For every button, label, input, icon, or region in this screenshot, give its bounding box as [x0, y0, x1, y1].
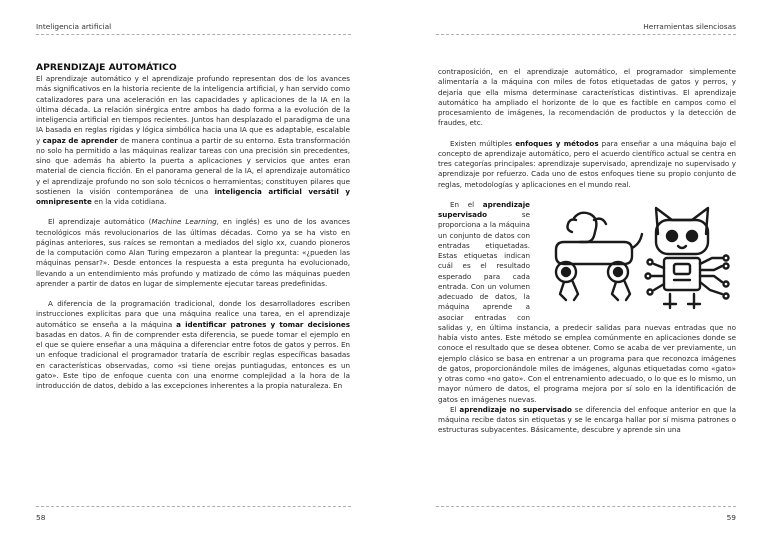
paragraph: [438, 139, 736, 190]
right-text-column: [438, 67, 736, 436]
robot-dog-and-robot-cat-illustration: [536, 200, 736, 316]
robot-dog-icon: [556, 212, 642, 299]
paragraph: [438, 67, 736, 129]
text-run: se diferencia del enfoque anterior en que la máquina recibe datos sin etiquetas y se le encarga hallar por sí misma patrones o estructuras subyacentes. Básicamente, descubre y aprende sin una: [438, 404, 736, 435]
page-number: 58: [36, 513, 46, 522]
emphasis-text: capaz de aprender: [42, 135, 118, 145]
footer-rule: [36, 506, 351, 507]
left-text-column: [36, 62, 350, 391]
paragraph: [438, 405, 736, 436]
emphasis-text: aprendizaje supervisado: [438, 199, 530, 219]
text-run: A diferencia de la programación tradicional, donde los desarrolladores escriben instrucciones explícitas para que una máquina realice una tarea, en el aprendizaje automático se enseña a la máquina: [36, 299, 350, 329]
text-run: Existen múltiples: [450, 138, 516, 148]
text-run: En el: [450, 199, 483, 209]
text-run: basadas en datos. A fin de comprender esta diferencia, se puede tomar el ejemplo en el que se quiere enseñar a una máquina a diferenciar entre fotos de gatos y perros. En un enfoque tradicional el programador trataría de escribir reglas específicas basadas en características observadas, como «si tiene orejas puntiagudas, entonces es un gato». Este tipo de enfoque cuenta con una enorme complejidad a la hora de la introducción de datos, debido a las excepciones inherentes a la propia naturaleza. En: [36, 329, 350, 390]
paragraph: [36, 299, 350, 391]
illustrated-paragraph: [438, 200, 736, 405]
emphasis-text: aprendizaje no supervisado: [459, 404, 572, 414]
emphasis-text: enfoques y métodos: [515, 138, 599, 148]
text-run: El aprendizaje automático y el aprendizaje profundo representan dos de los avances más significativos en la historia reciente de la inteligencia artificial, y han servido como catalizadores para una aceleración en las capacidades y aplicaciones de la IA en la última década. La relación sinérgica entre ambos ha dado forma a la evolución de la inteligencia artificial en tiempos recientes. Juntos han desplazado el paradigma de una IA basada en reglas rígidas y lógica simbólica hacia una IA que es adaptable, escalable y: [36, 74, 350, 145]
text-run: contraposición, en el aprendizaje automático, el programador simplemente alimentaría a la máquina con miles de fotos etiquetadas de gatos y perros, y dejaría que ella misma determinase características distintivas. El aprendizaje automático ha ampliado el horizonte de lo que es factible en campos como el procesamiento de imágenes, la recomendación de productos y la detección de fraudes, etc.: [438, 67, 736, 128]
text-run: se proporciona a la máquina un conjunto de datos con entradas etiquetadas. Estas etiquetas indican cuál es el resultado esperado para cada entrada. Con un volumen adecuado de datos, la máquina aprende a asociar entradas con salidas y, en última instancia, a predecir salidas para nuevas entradas que no había visto antes. Este método se emplea comúnmente en aplicaciones donde se conoce el resultado que se desea obtener. Como se acaba de ver previamente, un ejemplo clásico se basa en entrenar a un programa para que reconozca imágenes de gatos, proporcionándole miles de imágenes, algunas etiquetadas como «gato» y otras como «no gato». Con el entrenamiento adecuado, o lo que es lo mismo, un mayor número de datos, el programa mejora por sí solo en la identificación de gatos en imágenes nuevas.: [438, 210, 736, 404]
text-run: El: [450, 404, 460, 414]
emphasis-text: a identificar patrones y tomar decisiones: [176, 319, 351, 329]
paragraph: [36, 217, 350, 289]
emphasis-text: inteligencia artificial versátil y omnipresente: [36, 186, 351, 206]
running-header-right: Herramientas silenciosas: [643, 22, 736, 31]
text-run: para enseñar a una máquina bajo el concepto de aprendizaje automático, pero el acuerdo científico actual se centra en tres categorías principales: aprendizaje supervisado, aprendizaje no supervisado y aprendizaje por refuerzo. Cada uno de estos enfoques tiene su propio conjunto de reglas, metodologías y aplicaciones en el mundo real.: [438, 138, 736, 189]
footer-rule: [436, 506, 736, 507]
text-run: de manera continua a partir de su entorno. Esta transformación no solo ha permitido a las máquinas realizar tareas con una precisión sin precedentes, sino que además ha abierto la puerta a aplicaciones y servicios que antes eran material de ciencia ficción. En el panorama general de la IA, el aprendizaje automático y el aprendizaje profundo no son solo técnicos o herramientas; constituyen pilares que sostienen la visión contemporánea de una: [36, 135, 351, 196]
section-heading: APRENDIZAJE AUTOMÁTICO: [36, 62, 177, 73]
text-run: en la vida cotidiana.: [91, 197, 167, 206]
header-rule: [36, 34, 351, 35]
text-run: , en inglés) es uno de los avances tecnológicos más revolucionarios de las últimas décadas. Como ya se ha visto en páginas anteriores, sus raíces se remontan a mediados del siglo xx, cuando pioneros de la computación como Alan Turing empezaron a plantear la pregunta: «¿pueden las máquinas pensar?». Desde entonces la respuesta a esta pregunta ha evolucionado, llevando a un entendimiento más profundo y matizado de cómo las máquinas pueden aprender a partir de datos en lugar de simplemente ejecutar tareas predefinidas.: [36, 217, 350, 288]
paragraph: [36, 74, 350, 207]
header-rule: [436, 34, 736, 35]
running-header-left: Inteligencia artificial: [36, 22, 112, 31]
right-page: [386, 0, 772, 551]
page-number: 59: [726, 513, 736, 522]
robot-cat-icon: [646, 208, 729, 308]
text-run: El aprendizaje automático (: [48, 217, 152, 227]
text-run: Machine Learning: [151, 217, 217, 227]
